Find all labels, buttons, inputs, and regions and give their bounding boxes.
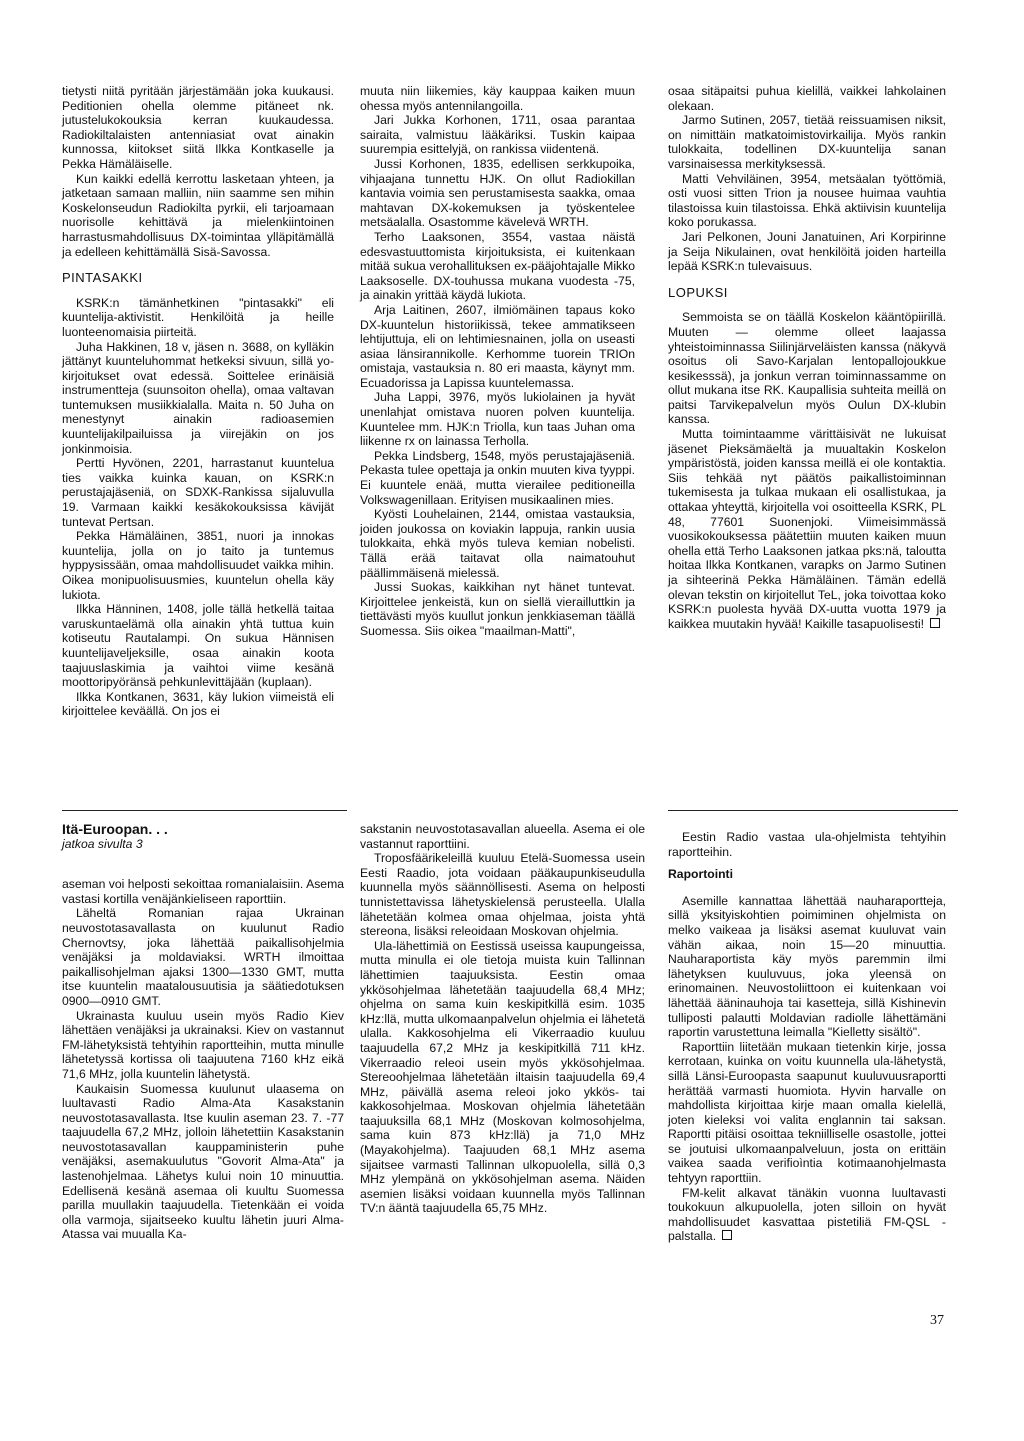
lower-column-1 <box>62 822 344 1242</box>
paragraph: Troposfäärikeleillä kuuluu Etelä-Suomessa usein Eesti Raadio, jota voidaan pääkaupunkiseudulla kuunnella myös säännöllisesti. Asema on helposti tunnistettavissa lähetyskielensä perusteella. Ulalla lähetetään kolmea omaa ohjelmaa, joista yhtä stereona, lisäksi releoidaan Moskovan ohjelmia. <box>360 851 645 939</box>
paragraph <box>668 427 946 631</box>
paragraph: tietysti niitä pyritään järjestämään joka kuukausi. Peditionien ohella olemme pitäneet nk. jutustelukokouksia kerran kuukaudessa. Radiokiltalaisten antenniasiat ovat ainakin kunnossa, kiitokset siitä Ilkka Kontkaselle ja Pekka Hämäläiselle. <box>62 84 334 171</box>
divider-rule <box>668 810 958 811</box>
paragraph: Terho Laaksonen, 3554, vastaa näistä edesvastuuttomista kirjoituksista, ei kuitenkaan mitää sukua verohallituksen ex-pääjohtajalle Mikko Laaksoselle. DX-touhussa mukana vuodesta -75, ja ainakin yrittää käydä lukiota. <box>360 229 635 303</box>
lower-column-3 <box>668 830 946 1244</box>
lower-column-2 <box>360 822 645 1216</box>
paragraph: Ukrainasta kuuluu usein myös Radio Kiev lähettäen venäjäksi ja ukrainaksi. Kiev on vastannut FM-lähetyksistä tehtyihin raportteihin, mutta minulle lähetetyssä kortissa oli taajuutena 7160 kHz eikä 71,6 MHz, jolla kuuntelin lähetystä. <box>62 1008 344 1081</box>
paragraph: Matti Vehviläinen, 3954, metsäalan työttömiä, osti vuosi sitten Trion ja nousee huimaa vauhtia tilastoissa kuin tilastoissa. Ehkä aktiivisin kuuntelija koko porukassa. <box>668 171 946 230</box>
paragraph: Ula-lähettimiä on Eestissä useissa kaupungeissa, mutta minulla ei ole tietoja muista kuin Tallinnan lähettimien taajuuksista. Eestin omaa ykkösohjelmaa lähetetään taajuudella 68,4 MHz; ohjelma on sama kuin keskipitkillä esim. 1035 kHz:llä, mutta ulkomaanpalvelun ohjelmia ei lähetetä ulalla. Kakkosohjelma eli Vikerraadio kuuluu taajuudella 67,2 MHz ja keskipitkillä 711 kHz. Vikerraadio releoi usein myös ykkösohjelmaa. Stereoohjelmaa lähetetään iltaisin taajuudella 69,4 MHz, päivällä asema releoi joko ykkös- tai kakkosohjelmaa. Moskovan ohjelmia lähetetään taajuuksilla 68,1 MHz (Moskovan kolmosohjelma, sama kuin 873 kHz:llä) ja 71,0 MHz (Mayakohjelma). Taajuuden 68,1 MHz asema sijaitsee varmasti Tallinnan ulkopuolella, sillä 0,3 MHz ylempänä on ykkösohjelman asema. Näiden asemien lisäksi voidaan kuunnella myös Tallinnan TV:n ääntä taajuudella 65,75 MHz. <box>360 938 645 1216</box>
paragraph: Ilkka Hänninen, 1408, jolle tällä hetkellä taitaa varuskuntaelämä olla ainakin yhtä tuttua kuin kotiseutu Rautalampi. On sukua Hännisen kuuntelijaveljeksille, osaa ainakin koota taajuuslaskimia ja vaihtoi viime kesänä moottoripyöränsä pehkunlevittäjään (kuplaan). <box>62 602 334 690</box>
end-mark-icon <box>930 618 940 628</box>
end-mark-icon <box>722 1230 732 1240</box>
paragraph: Ilkka Kontkanen, 3631, käy lukion viimeistä eli kirjoittelee keväällä. On jos ei <box>62 689 334 719</box>
paragraph: aseman voi helposti sekoittaa romanialaisiin. Asema vastasi kortilla venäjänkieliseen raporttiin. <box>62 877 344 906</box>
section-heading-raportointi: Raportointi <box>668 867 733 882</box>
paragraph <box>668 1186 946 1244</box>
paragraph: Jussi Korhonen, 1835, edellisen serkkupoika, vihjaajana tunnettu HJK. On ollut Radiokillan kantavia voimia sen perustamisesta saakka, omaa mahtavan DX-kokemuksen ja työskentelee metsäalalla. Osastomme kävelevä WRTH. <box>360 156 635 230</box>
paragraph: osaa sitäpaitsi puhua kielillä, vaikkei lahkolainen olekaan. <box>668 84 946 113</box>
paragraph: sakstanin neuvostotasavallan alueella. Asema ei ole vastannut raporttiini. <box>360 822 645 851</box>
upper-column-3 <box>668 84 946 631</box>
upper-column-1 <box>62 84 334 719</box>
paragraph: muuta niin liikemies, käy kauppaa kaiken muun ohessa myös antennilangoilla. <box>360 84 635 113</box>
article-subtitle: jatkoa sivulta 3 <box>62 836 143 851</box>
paragraph: KSRK:n tämänhetkinen "pintasakki" eli kuuntelija-aktivistit. Henkilöitä ja heille luonteenomaisia piirteitä. <box>62 295 334 339</box>
paragraph: Jari Jukka Korhonen, 1711, osaa parantaa sairaita, valmistuu lääkäriksi. Tuskin kaipaa suurempia esittelyjä, on rankissa viidentenä. <box>360 113 635 157</box>
paragraph: Semmoista se on täällä Koskelon kääntöpiirillä. Muuten — olemme olleet laajassa yhteistoiminnassa Siilinjärveläisten kanssa (näkyvä osoitus oli Savo-Karjalan lentopallojoukkue kesikesssä), ja jonkun verran toiminnassamme on ollut mukana itse RK. Kaupallisia suhteita meillä on paitsi Tarvikepalvelun myös Oulun DX-klubin kanssa. <box>668 310 946 427</box>
section-heading-lopuksi: LOPUKSI <box>668 284 728 300</box>
paragraph: Jari Pelkonen, Jouni Janatuinen, Ari Korpirinne ja Seija Nikulainen, ovat henkilöitä joiden harteilla lepää KSRK:n tulevaisuus. <box>668 229 946 274</box>
divider-rule <box>62 810 347 811</box>
paragraph: Pertti Hyvönen, 2201, harrastanut kuuntelua ties vaikka kuinka kauan, on KSRK:n perustajajäseniä, on SDXK-Rankissa sijaluvulla 19. Varmaan kaikki kesäkokouksissa kävijät tuntevat Pertsan. <box>62 456 334 529</box>
paragraph: Kaukaisin Suomessa kuulunut ulaasema on luultavasti Radio Alma-Ata Kasakstanin neuvostotasavallasta. Itse kuulin aseman 23. 7. -77 taajuudella 67,2 MHz, jolloin lähetettiin Kasakstanin neuvostotasavallan kauppaministerin puhe venäjäksi, asemakuulutus "Govorit Alma-Ata" ja lastenohjelmaa. Lähetys kului noin 10 minuuttia. Edellisenä kesänä asemaa oli kuultu Suomessa parilla muullakin taajuudella. Tietenkään ei voida olla varmoja, sijaitseeko kuultu lähetin juuri Alma-Atassa vai muualla Ka- <box>62 1081 344 1242</box>
paragraph: Kun kaikki edellä kerrottu lasketaan yhteen, ja jatketaan samaan malliin, niin saamme sen mihin Koskelonseudun Radiokilta pyrkii, eli tarjoamaan nuorisolle kehittävä ja mielenkiintoinen harrastusmahdollisuus DX-toimintaa ylläpitämällä ja edelleen kehittämällä Sisä-Savossa. <box>62 171 334 259</box>
paragraph: Jussi Suokas, kaikkihan nyt hänet tuntevat. Kirjoittelee jenkeistä, kun on siellä vierailluttkin ja tiettävästi myös kuullut jonkun jenkkiaseman täällä Suomessa. Siis oikea "maailman-Matti", <box>360 580 635 638</box>
section-heading-pintasakki: PINTASAKKI <box>62 270 143 286</box>
paragraph-text: FM-kelit alkavat tänäkin vuonna luultavasti toukokuun alkupuolella, joten silloin on hyvät mahdollisuudet kasvattaa pistetiliä FM-QSL -palstalla. <box>668 1185 946 1244</box>
paragraph: Asemille kannattaa lähettää nauharaportteja, sillä yksityiskohtien poimiminen ohjelmista on melko vaikeaa ja lisäksi asemat kuuluvat vain vähän aikaa, noin 15—20 minuuttia. Nauharaportista käy myös paremmin ilmi lähetyksen kuuluvuus, joka yleensä on erinomainen. Neuvostoliittoon ei kuitenkaan voi lähettää ääninauhoja tai kasetteja, sillä Kishinevin tulliposti palautti Moldavian radiolle lähettämäni raportin varustettuna leimalla "Kielletty sisältö". <box>668 893 946 1040</box>
paragraph: Läheltä Romanian rajaa Ukrainan neuvostotasavallasta on kuulunut Radio Chernovtsy, joka lähettää paikallisohjelmia venäjäksi ja moldaviaksi. WRTH ilmoittaa paikallisohjelman ajaksi 1300—1330 GMT, mutta itse kuuntelin maatalousuutisia ja säätiedotuksen 0900—0910 GMT. <box>62 906 344 1008</box>
paragraph-text: Mutta toimintaamme värittäisivät ne lukuisat jäsenet Pieksämäeltä ja muualtakin Koskelon ympäristöstä, joiden kanssa meillä ei ole kontaktia. Siis tehkää nyt päätös paikallistoiminnan tukemisesta ja tulkaa mukaan eli osallistukaa, ja ottakaa yhteyttä, kirjoitella voi osoitteella KSRK, PL 48, 77601 Suonenjoki. Viimeisimmässä vuosikokouksessa päätettiin muuten kaiken muun ohella että Terho Laaksonen jatkaa pks:nä, taloutta hoitaa Ilkka Kontkanen, varapks on Jarmo Sutinen ja sihteerinä Pekka Hämäläinen. Tämän edellä olevan tekstin on kirjoitellut TeL, joka toivottaa koko KSRK:n puolesta hyvää DX-uutta vuotta 1979 ja kaikkea muutakin hyvää! Kaikille tasapuolisesti! <box>668 427 946 631</box>
article-title: Itä-Euroopan. . . <box>62 821 168 837</box>
paragraph: Juha Hakkinen, 18 v, jäsen n. 3688, on kylläkin jättänyt kuunteluhommat hetkeksi sivuun, sillä yo-kirjoitukset ovat edessä. Soittelee erinäisiä instrumentteja (suunsoiton ohella), omaa valtavan tuntemuksen musiikkialalla. Maita n. 50 Juha on menestynyt ainakin radioasemien kuuntelijakilpailuissa ja viirejäkin on jos jonkinmoisia. <box>62 339 334 456</box>
paragraph: Raporttiin liitetään mukaan tietenkin kirje, jossa kerrotaan, kuinka on voitu kuunnella ula-lähetystä, sillä Länsi-Euroopasta saapunut kuuluvuusraportti herättää varmasti huomiota. Hyvin harvalle on mahdollista kirjoittaa kirje maan omalla kielellä, joten kieleksi voi valita englannin tai saksan. Raportti pitäisi osoittaa tekniilliselle osastolle, jottei se joutuisi ulkomaanpalveluun, josta on erittäin vaikea saada verifioìntia kotimaanohjelmasta tehtyyn raporttiin. <box>668 1039 946 1186</box>
paragraph: Eestin Radio vastaa ula-ohjelmista tehtyihin raportteihin. <box>668 830 946 859</box>
paragraph: Juha Lappi, 3976, myös lukiolainen ja hyvät unenlahjat omistava nuoren polven kuuntelija. Kuuntelee mm. HJK:n Triolla, kun taas Juhan oma liikenne rx on lainassa Terholla. <box>360 390 635 449</box>
paragraph: Arja Laitinen, 2607, ilmiömäinen tapaus koko DX-kuuntelun historiikissä, tekee ammatikseen lehtijuttuja, eli on lehtimiesnainen, jolla on useasti asiaa länsirannikolle. Kerhomme tuorein TRIOn omistaja, vastauksia n. 80 eri maasta, käynyt mm. Ecuadorissa ja Lapissa kuuntelemassa. <box>360 302 635 390</box>
paragraph: Pekka Hämäläinen, 3851, nuori ja innokas kuuntelija, jolla on jo taito ja tuntemus hyppysissään, omaa mahdollisuudet vaikka mihin. Oikea monipuolisuusmies, kuuntelun ohella käy lukiota. <box>62 529 334 602</box>
page-number: 37 <box>930 1313 944 1328</box>
paragraph: Jarmo Sutinen, 2057, tietää reissuamisen niksit, on nimittäin matkatoimistovirkailija. Myös rankin tulokkaita, todellinen DX-kuuntelija sanan varsinaisessa merkityksessä. <box>668 113 946 171</box>
paragraph: Pekka Lindsberg, 1548, myös perustajajäseniä. Pekasta tulee opettaja ja onkin muuten kiva tyyppi. Ei kuuntele enää, mutta vierailee peditioneilla Volkswagenillaan. Erityisen musikaalinen mies. <box>360 448 635 507</box>
paragraph: Kyösti Louhelainen, 2144, omistaa vastauksia, joiden joukossa on koviakin lappuja, rankin uusia tulokkaita, ehkä myös tuleva kemian nobelisti. Tällä erää taitavat olla naimatouhut päällimmäisenä mielessä. <box>360 507 635 580</box>
upper-column-2 <box>360 84 635 639</box>
